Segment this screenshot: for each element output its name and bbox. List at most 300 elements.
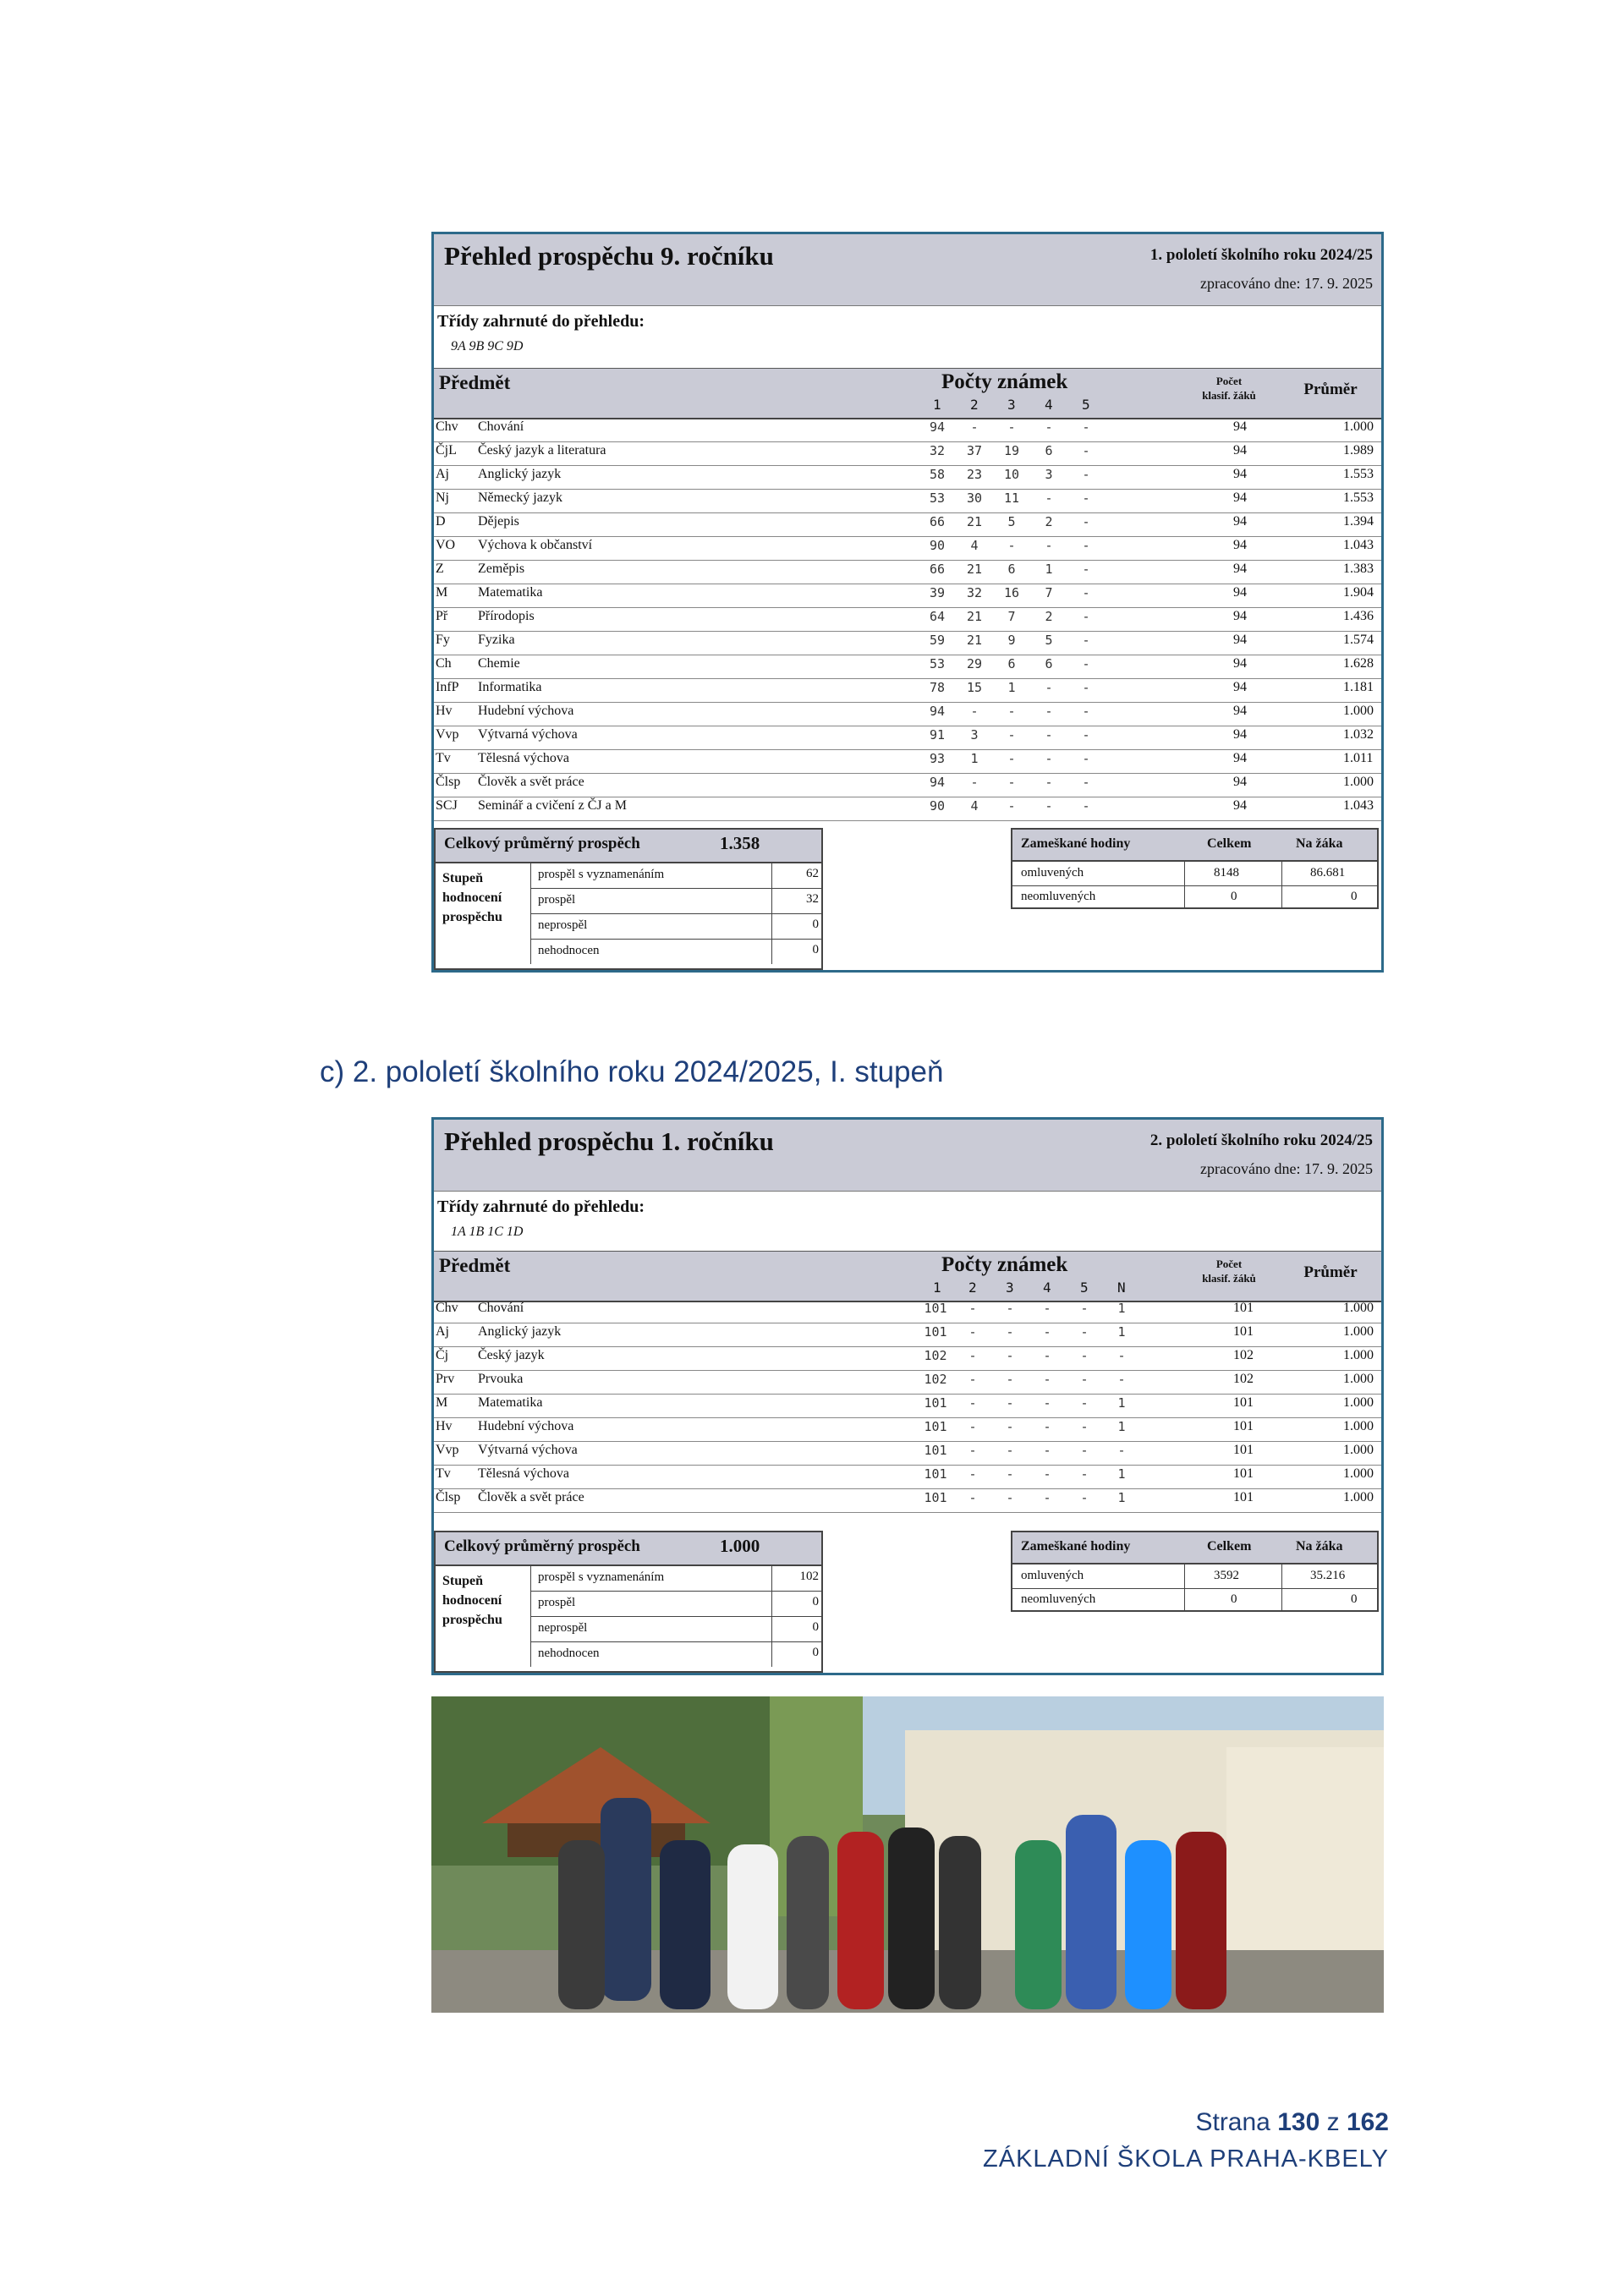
grade-count: - [1080, 1324, 1089, 1340]
grade-count: 58 [929, 467, 946, 482]
subject-average: 1.553 [1343, 490, 1374, 505]
subject-average: 1.394 [1343, 514, 1374, 529]
grade-row-value: 0 [812, 1646, 819, 1659]
report-grade-9 [431, 232, 1384, 973]
subject-name: Matematika [478, 1395, 543, 1410]
grade-label-line1: Stupeň [442, 1574, 484, 1588]
subject-name: Prvouka [478, 1372, 524, 1386]
grade-count: 101 [924, 1324, 947, 1340]
grade-count: - [1082, 727, 1090, 743]
grade-count: - [1043, 1324, 1051, 1340]
grade-count: - [1006, 1395, 1014, 1411]
subject-name: Tělesná výchova [478, 751, 569, 765]
classified-count: 94 [1233, 514, 1247, 529]
grade-count: 94 [929, 419, 946, 435]
grade-count: - [968, 1348, 977, 1363]
grade-count: - [1007, 727, 1016, 743]
subject-name: Chemie [478, 656, 520, 671]
grade-count: - [1043, 1490, 1051, 1505]
subject-header: Předmět [439, 1255, 511, 1276]
grade-count: - [1080, 1301, 1089, 1316]
subject-abbr: Tv [436, 1466, 451, 1481]
grade-count: 102 [924, 1372, 947, 1387]
table-row [434, 1466, 1381, 1489]
table-row [434, 513, 1381, 537]
summary-title-bar [436, 830, 821, 863]
grade-count: - [968, 1395, 977, 1411]
summary-title: Celkový průměrný prospěch [444, 835, 640, 852]
classified-count: 101 [1233, 1490, 1254, 1504]
grade-digit: 2 [968, 1280, 977, 1296]
grade-count: 10 [1003, 467, 1020, 482]
subject-average: 1.000 [1343, 1443, 1374, 1457]
subject-average: 1.000 [1343, 1372, 1374, 1386]
missed-hours-header [1012, 1532, 1377, 1564]
grade-count: - [1006, 1301, 1014, 1316]
table-row [434, 679, 1381, 703]
missed-row-total: 3592 [1214, 1569, 1239, 1582]
subject-name: Chování [478, 419, 524, 434]
grade-count: - [1080, 1490, 1089, 1505]
table-row [434, 797, 1381, 821]
classified-count: 101 [1233, 1395, 1254, 1410]
subject-abbr: Chv [436, 1301, 458, 1315]
subject-abbr: M [436, 1395, 448, 1410]
grade-count: - [968, 1301, 977, 1316]
grade-row-label: prospěl s vyznamenáním [538, 868, 665, 881]
subject-abbr: Prv [436, 1372, 455, 1386]
grade-count: - [968, 1324, 977, 1340]
grade-count: - [1043, 1348, 1051, 1363]
grade-label-line2: hodnocení [442, 890, 502, 905]
grade-count: - [1043, 1372, 1051, 1387]
classes-value: 1A 1B 1C 1D [451, 1225, 524, 1239]
grade-count: 1 [1117, 1490, 1126, 1505]
grade-count: - [1080, 1372, 1089, 1387]
subject-average: 1.989 [1343, 443, 1374, 458]
subject-abbr: VO [436, 538, 456, 552]
table-row [434, 1371, 1381, 1395]
grade-count: - [1045, 727, 1053, 743]
table-row [434, 1323, 1381, 1347]
classified-count: 94 [1233, 609, 1247, 623]
grade-row-value: 0 [812, 1595, 819, 1608]
report-title: Přehled prospěchu 1. ročníku [444, 1126, 774, 1156]
subject-abbr: Př [436, 609, 448, 623]
subject-abbr: Člsp [436, 775, 461, 789]
grade-count: - [1117, 1443, 1126, 1458]
subject-abbr: Aj [436, 1324, 449, 1339]
missed-hours-header [1012, 830, 1377, 862]
subject-name: Člověk a svět práce [478, 1490, 584, 1504]
grade-row [530, 940, 822, 964]
subject-abbr: Chv [436, 419, 458, 434]
subject-abbr: Nj [436, 490, 449, 505]
grade-count: 21 [966, 562, 983, 577]
grade-count: 4 [970, 798, 979, 814]
classified-count: 102 [1233, 1348, 1254, 1362]
grade-count: - [1045, 704, 1053, 719]
grade-count: - [1080, 1348, 1089, 1363]
grade-digit: 4 [1045, 397, 1053, 413]
table-row [434, 726, 1381, 750]
grade-count: 102 [924, 1348, 947, 1363]
grade-count: 9 [1007, 633, 1016, 648]
grade-row-label: nehodnocen [538, 1647, 600, 1660]
subject-average: 1.000 [1343, 1466, 1374, 1481]
grade-count: - [1080, 1466, 1089, 1482]
grade-row-label: neprospěl [538, 918, 588, 932]
subject-average: 1.043 [1343, 538, 1374, 552]
school-name: ZÁKLADNÍ ŠKOLA PRAHA-KBELY [983, 2145, 1389, 2173]
grade-count: 93 [929, 751, 946, 766]
subject-average: 1.574 [1343, 633, 1374, 647]
grade-count: 1 [1007, 680, 1016, 695]
grade-label-line2: hodnocení [442, 1593, 502, 1608]
grade-row-value: 0 [812, 918, 819, 931]
subject-abbr: Fy [436, 633, 450, 647]
grade-count: - [1082, 775, 1090, 790]
grade-count: - [1080, 1443, 1089, 1458]
missed-per-header: Na žáka [1296, 836, 1343, 851]
table-row [434, 1418, 1381, 1442]
grade-row [530, 914, 822, 940]
grade-count: 5 [1007, 514, 1016, 529]
classified-count: 101 [1233, 1301, 1254, 1315]
subject-average: 1.000 [1343, 1419, 1374, 1433]
classified-count: 101 [1233, 1419, 1254, 1433]
grade-count: - [1043, 1301, 1051, 1316]
grade-count: - [970, 704, 979, 719]
grade-count: - [1082, 585, 1090, 600]
classified-count: 94 [1233, 751, 1247, 765]
grade-count: - [968, 1372, 977, 1387]
grade-row-label: prospěl [538, 893, 576, 907]
grade-count: - [1007, 704, 1016, 719]
missed-row [1012, 1588, 1377, 1612]
subject-name: Matematika [478, 585, 543, 600]
grade-count: - [1006, 1348, 1014, 1363]
classified-count: 94 [1233, 490, 1247, 505]
summary-value: 1.358 [720, 833, 760, 853]
grade-digit: 5 [1080, 1280, 1089, 1296]
subject-name: Výtvarná výchova [478, 727, 578, 742]
report-processed-date: zpracováno dne: 17. 9. 2025 [1200, 275, 1373, 292]
grade-count: 30 [966, 490, 983, 506]
grade-count: 5 [1045, 633, 1053, 648]
grade-digit: 2 [970, 397, 979, 413]
grade-count: 1 [970, 751, 979, 766]
grade-count: 6 [1007, 656, 1016, 671]
grade-count: - [1082, 538, 1090, 553]
average-header: Průměr [1303, 381, 1358, 398]
grade-count: - [968, 1466, 977, 1482]
grade-label-line3: prospěchu [442, 1613, 502, 1627]
subject-abbr: D [436, 514, 446, 529]
page-total: 162 [1346, 2108, 1389, 2136]
classified-count: 94 [1233, 562, 1247, 576]
grade-count: - [1082, 751, 1090, 766]
subject-average: 1.904 [1343, 585, 1374, 600]
grade-count: 94 [929, 704, 946, 719]
grade-count: - [968, 1419, 977, 1434]
grade-count: 32 [966, 585, 983, 600]
missed-row-total: 0 [1231, 1592, 1237, 1606]
grade-count: 6 [1045, 443, 1053, 458]
grade-count: - [1043, 1395, 1051, 1411]
count-header-line1: Počet [1215, 375, 1243, 387]
subject-abbr: Ch [436, 656, 452, 671]
table-row [434, 537, 1381, 561]
grade-count: - [1045, 751, 1053, 766]
group-photo [431, 1696, 1384, 2013]
subject-name: Člověk a svět práce [478, 775, 584, 789]
grade-count: - [1082, 443, 1090, 458]
subject-average: 1.181 [1343, 680, 1374, 694]
grade-count: 101 [924, 1301, 947, 1316]
missed-row-total: 0 [1231, 890, 1237, 903]
grade-count: - [1082, 419, 1090, 435]
subject-abbr: Tv [436, 751, 451, 765]
grade-count: 78 [929, 680, 946, 695]
grade-count: 1 [1117, 1419, 1126, 1434]
count-header [1187, 374, 1271, 403]
grade-count: - [1082, 562, 1090, 577]
missed-hours-title: Zameškané hodiny [1021, 836, 1131, 851]
grade-count: - [1080, 1419, 1089, 1434]
grade-row-label: prospěl [538, 1596, 576, 1609]
grade-count: 59 [929, 633, 946, 648]
table-row [434, 703, 1381, 726]
subject-average: 1.000 [1343, 1324, 1374, 1339]
classified-count: 102 [1233, 1372, 1254, 1386]
subject-name: Hudební výchova [478, 704, 574, 718]
subject-abbr: Aj [436, 467, 449, 481]
missed-hours-box [1011, 1531, 1379, 1612]
report-period: 1. pololetí školního roku 2024/25 [1149, 246, 1373, 264]
subject-name: Výchova k občanství [478, 538, 593, 552]
grade-count: 53 [929, 656, 946, 671]
table-row [434, 1347, 1381, 1371]
subject-abbr: ČjL [436, 443, 457, 458]
grade-count: - [1007, 751, 1016, 766]
grade-count: 53 [929, 490, 946, 506]
subject-average: 1.000 [1343, 1348, 1374, 1362]
grade-count: - [1045, 798, 1053, 814]
grade-row [530, 1592, 822, 1617]
subject-average: 1.000 [1343, 1490, 1374, 1504]
grade-count: 2 [1045, 514, 1053, 529]
subject-name: Fyzika [478, 633, 515, 647]
subject-name: Hudební výchova [478, 1419, 574, 1433]
grade-digit: 3 [1007, 397, 1016, 413]
grade-count: 21 [966, 633, 983, 648]
grade-row-value: 0 [812, 1620, 819, 1634]
table-row [434, 1300, 1381, 1323]
subject-average: 1.011 [1343, 751, 1374, 765]
grade-count: 2 [1045, 609, 1053, 624]
grade-label-line1: Stupeň [442, 871, 484, 885]
subject-name: Dějepis [478, 514, 519, 529]
classified-count: 101 [1233, 1466, 1254, 1481]
table-row [434, 561, 1381, 584]
table-row [434, 655, 1381, 679]
subject-name: Německý jazyk [478, 490, 562, 505]
missed-row-label: neomluvených [1021, 890, 1096, 903]
classified-count: 94 [1233, 633, 1247, 647]
grade-count: 11 [1003, 490, 1020, 506]
grade-count: 37 [966, 443, 983, 458]
grade-count: - [1007, 798, 1016, 814]
subject-abbr: Vvp [436, 1443, 459, 1457]
classified-count: 94 [1233, 419, 1247, 434]
average-header: Průměr [1303, 1263, 1358, 1281]
grade-count: 7 [1045, 585, 1053, 600]
missed-row-per: 0 [1351, 1592, 1358, 1606]
count-header-line2: klasif. žáků [1202, 1272, 1256, 1285]
summary-value: 1.000 [720, 1536, 760, 1556]
grade-count: 91 [929, 727, 946, 743]
grade-count: - [1117, 1372, 1126, 1387]
classes-value: 9A 9B 9C 9D [451, 339, 524, 353]
subject-name: Český jazyk a literatura [478, 443, 606, 458]
group-photo-illustration [431, 1696, 1384, 2013]
subject-name: Přírodopis [478, 609, 535, 623]
grade-count: - [1082, 514, 1090, 529]
table-header [434, 1251, 1381, 1302]
grade-count: - [1082, 467, 1090, 482]
grade-count: 21 [966, 609, 983, 624]
grade-count: - [1082, 704, 1090, 719]
subject-average: 1.000 [1343, 704, 1374, 718]
grade-count: 15 [966, 680, 983, 695]
table-row [434, 1395, 1381, 1418]
missed-row-per: 86.681 [1310, 866, 1346, 879]
grade-count: 1 [1117, 1324, 1126, 1340]
missed-row [1012, 885, 1377, 909]
subject-name: Informatika [478, 680, 542, 694]
grade-count: 3 [970, 727, 979, 743]
grade-row-value: 0 [812, 943, 819, 956]
table-row [434, 442, 1381, 466]
missed-row [1012, 862, 1377, 886]
report-header [434, 1120, 1381, 1192]
grade-count: 3 [1045, 467, 1053, 482]
missed-row-label: neomluvených [1021, 1592, 1096, 1606]
grade-count: 1 [1045, 562, 1053, 577]
subject-header: Předmět [439, 372, 511, 393]
classified-count: 101 [1233, 1324, 1254, 1339]
grade-digit: 1 [933, 1280, 941, 1296]
grade-row-value: 32 [806, 892, 819, 906]
grade-row [530, 1617, 822, 1642]
classified-count: 101 [1233, 1443, 1254, 1457]
grade-digit: 4 [1043, 1280, 1051, 1296]
subject-average: 1.436 [1343, 609, 1374, 623]
grade-count: - [1043, 1419, 1051, 1434]
grade-count: 101 [924, 1395, 947, 1411]
grade-count: - [1007, 775, 1016, 790]
summary-title-bar [436, 1532, 821, 1566]
report-processed-date: zpracováno dne: 17. 9. 2025 [1200, 1160, 1373, 1177]
count-header [1187, 1257, 1271, 1285]
table-row [434, 608, 1381, 632]
table-row [434, 466, 1381, 490]
grade-count: - [970, 419, 979, 435]
page-number [1195, 2108, 1389, 2137]
classified-count: 94 [1233, 704, 1247, 718]
subject-average: 1.000 [1343, 1301, 1374, 1315]
classes-label: Třídy zahrnuté do přehledu: [437, 312, 645, 331]
grade-row-label: prospěl s vyznamenáním [538, 1570, 665, 1584]
grade-count: - [1082, 656, 1090, 671]
subject-abbr: Člsp [436, 1490, 461, 1504]
subject-name: Anglický jazyk [478, 467, 562, 481]
grade-row-label: neprospěl [538, 1621, 588, 1635]
subject-name: Chování [478, 1301, 524, 1315]
table-row [434, 774, 1381, 797]
grade-count: 101 [924, 1443, 947, 1458]
subject-average: 1.000 [1343, 775, 1374, 789]
grade-count: - [970, 775, 979, 790]
grade-count: 32 [929, 443, 946, 458]
grade-row-value: 102 [799, 1570, 819, 1583]
table-header [434, 368, 1381, 419]
subject-name: Tělesná výchova [478, 1466, 569, 1481]
grade-evaluation-label [442, 869, 502, 927]
grade-count: 101 [924, 1490, 947, 1505]
classified-count: 94 [1233, 775, 1247, 789]
grade-count: - [1006, 1490, 1014, 1505]
grade-count: 90 [929, 538, 946, 553]
missed-total-header: Celkem [1207, 1539, 1252, 1553]
grade-count: 101 [924, 1466, 947, 1482]
page-current: 130 [1277, 2108, 1320, 2136]
subject-average: 1.553 [1343, 467, 1374, 481]
grade-digit: 5 [1082, 397, 1090, 413]
subject-average: 1.043 [1343, 798, 1374, 813]
classified-count: 94 [1233, 467, 1247, 481]
page-separator: z [1320, 2108, 1347, 2136]
report-title: Přehled prospěchu 9. ročníku [444, 241, 774, 271]
section-heading: c) 2. pololetí školního roku 2024/2025, I. stupeň [320, 1055, 944, 1088]
grade-digit: N [1117, 1280, 1126, 1296]
subject-abbr: Hv [436, 1419, 453, 1433]
grade-count: 66 [929, 514, 946, 529]
missed-hours-box [1011, 828, 1379, 909]
grade-count: - [1007, 538, 1016, 553]
subject-name: Výtvarná výchova [478, 1443, 578, 1457]
grade-label-line3: prospěchu [442, 910, 502, 924]
subject-name: Zeměpis [478, 562, 525, 576]
grade-count: - [1045, 775, 1053, 790]
classified-count: 94 [1233, 443, 1247, 458]
grade-row [530, 1642, 822, 1667]
grade-count: 1 [1117, 1466, 1126, 1482]
subject-name: Český jazyk [478, 1348, 545, 1362]
classified-count: 94 [1233, 727, 1247, 742]
subject-abbr: Hv [436, 704, 453, 718]
grade-count: 6 [1045, 656, 1053, 671]
grade-count: 7 [1007, 609, 1016, 624]
grade-count: - [1082, 633, 1090, 648]
grade-count: - [1006, 1466, 1014, 1482]
grade-row [530, 1566, 822, 1592]
grade-count: - [968, 1443, 977, 1458]
table-row [434, 419, 1381, 442]
grade-count: - [1082, 609, 1090, 624]
grade-row [530, 889, 822, 914]
